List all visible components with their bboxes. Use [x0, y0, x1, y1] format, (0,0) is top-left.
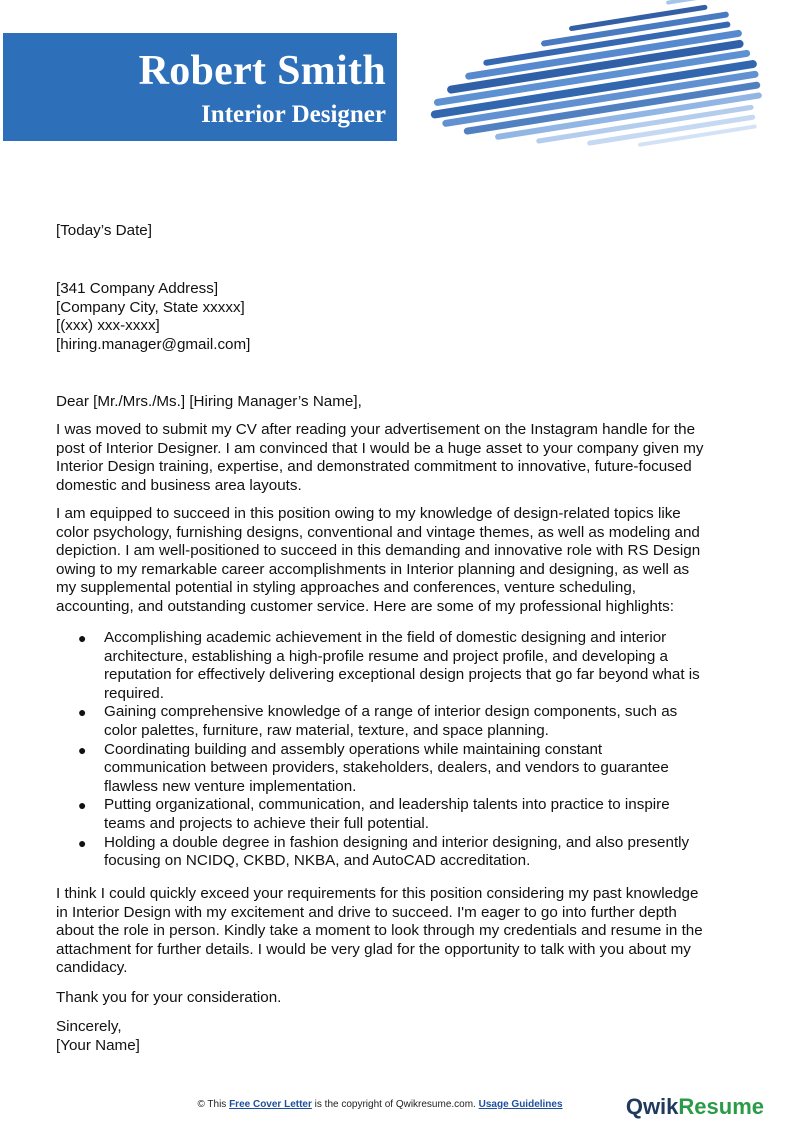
bullet-icon: ●: [78, 834, 87, 851]
paragraph-line: depiction. I am well-positioned to succeed in this demanding and innovative role with RS Design: [56, 542, 701, 560]
signature-name: [Your Name]: [56, 1036, 140, 1054]
paragraph-closing: [56, 885, 746, 978]
paragraph-line: owing to my remarkable career accomplishments in Interior planning and designing, as well as: [56, 560, 690, 578]
applicant-name: Robert Smith: [138, 48, 386, 94]
sign-off: [56, 1018, 746, 1055]
salutation: Dear [Mr./Mrs./Ms.] [Hiring Manager’s Name],: [56, 393, 362, 410]
usage-guidelines-link[interactable]: Usage Guidelines: [478, 1099, 563, 1110]
paragraph-line: color psychology, furnishing designs, conventional and vintage themes, as well as modeling and: [56, 523, 700, 541]
paragraph-line: domestic and business area layouts.: [56, 476, 302, 494]
highlights-list: [56, 629, 746, 871]
closing-word: Sincerely,: [56, 1018, 122, 1035]
address-line: [Company City, State xxxxx]: [56, 298, 245, 316]
paragraph-line: post of Interior Designer. I am convinced that I would be a huge asset to your company given my: [56, 439, 704, 457]
list-item: ● Coordinating building and assembly operations while maintaining constant communication between providers, stakeholders, dealers, and vendors to guarantee flawless new venture implementation.: [78, 740, 669, 795]
address-line: [hiring.manager@gmail.com]: [56, 335, 251, 353]
paragraph-line: candidacy.: [56, 959, 128, 977]
applicant-title: Interior Designer: [201, 101, 386, 128]
paragraph-intro: [56, 421, 746, 495]
list-item: ● Holding a double degree in fashion designing and interior designing, and also presently focusing on NCIDQ, CKBD, NKBA, and AutoCAD accreditation.: [78, 833, 690, 870]
decorative-streaks: [430, 0, 800, 190]
list-item: ● Accomplishing academic achievement in the field of domestic designing and interior architecture, establishing a high-profile resume and project profile, and developing a reputation for effectively delivering exceptional design projects that go far beyond what is required.: [78, 629, 700, 702]
paragraph-line: Interior Design training, expertise, and demonstrated commitment to innovative, future-focused: [56, 458, 692, 476]
paragraph-line: my supplemental potential in styling approaches and conferences, venture scheduling,: [56, 579, 637, 597]
bullet-icon: ●: [78, 704, 87, 721]
paragraph-line: accounting, and outstanding customer service. Here are some of my professional highlights:: [56, 597, 674, 615]
header-banner: [3, 33, 397, 141]
address-line: [(xxx) xxx-xxxx]: [56, 317, 160, 335]
paragraph-line: attachment for further details. I would be very glad for the opportunity to talk with you about my: [56, 940, 691, 958]
bullet-icon: ●: [78, 797, 87, 814]
recipient-address: [56, 280, 746, 354]
copyright-footer: © This Free Cover Letter is the copyright of Qwikresume.com. Usage Guidelines: [197, 1099, 563, 1110]
bullet-icon: ●: [78, 741, 87, 758]
paragraph-line: I am equipped to succeed in this position owing to my knowledge of design-related topics like: [56, 505, 681, 522]
qwikresume-logo[interactable]: QwikResume: [625, 1094, 764, 1119]
paragraph-line: in Interior Design with my excitement and drive to succeed. I'm eager to go into further depth: [56, 903, 677, 921]
thanks-line: Thank you for your consideration.: [56, 989, 282, 1006]
address-line: [341 Company Address]: [56, 280, 219, 297]
list-item: ● Gaining comprehensive knowledge of a range of interior design components, such as color palettes, furniture, raw material, texture, and space planning.: [78, 703, 678, 739]
paragraph-line: I think I could quickly exceed your requirements for this position considering my past knowledge: [56, 885, 699, 902]
paragraph-qualifications: [56, 505, 746, 617]
list-item: ● Putting organizational, communication, and leadership talents into practice to inspire teams and projects to achieve their full potential.: [78, 796, 670, 832]
paragraph-line: I was moved to submit my CV after reading your advertisement on the Instagram handle for the: [56, 421, 696, 438]
bullet-icon: ●: [78, 630, 87, 646]
letter-date: [Today’s Date]: [56, 222, 152, 239]
paragraph-line: about the role in person. Kindly take a moment to look through my credentials and resume in the: [56, 922, 703, 940]
free-cover-letter-link[interactable]: Free Cover Letter: [229, 1099, 312, 1110]
